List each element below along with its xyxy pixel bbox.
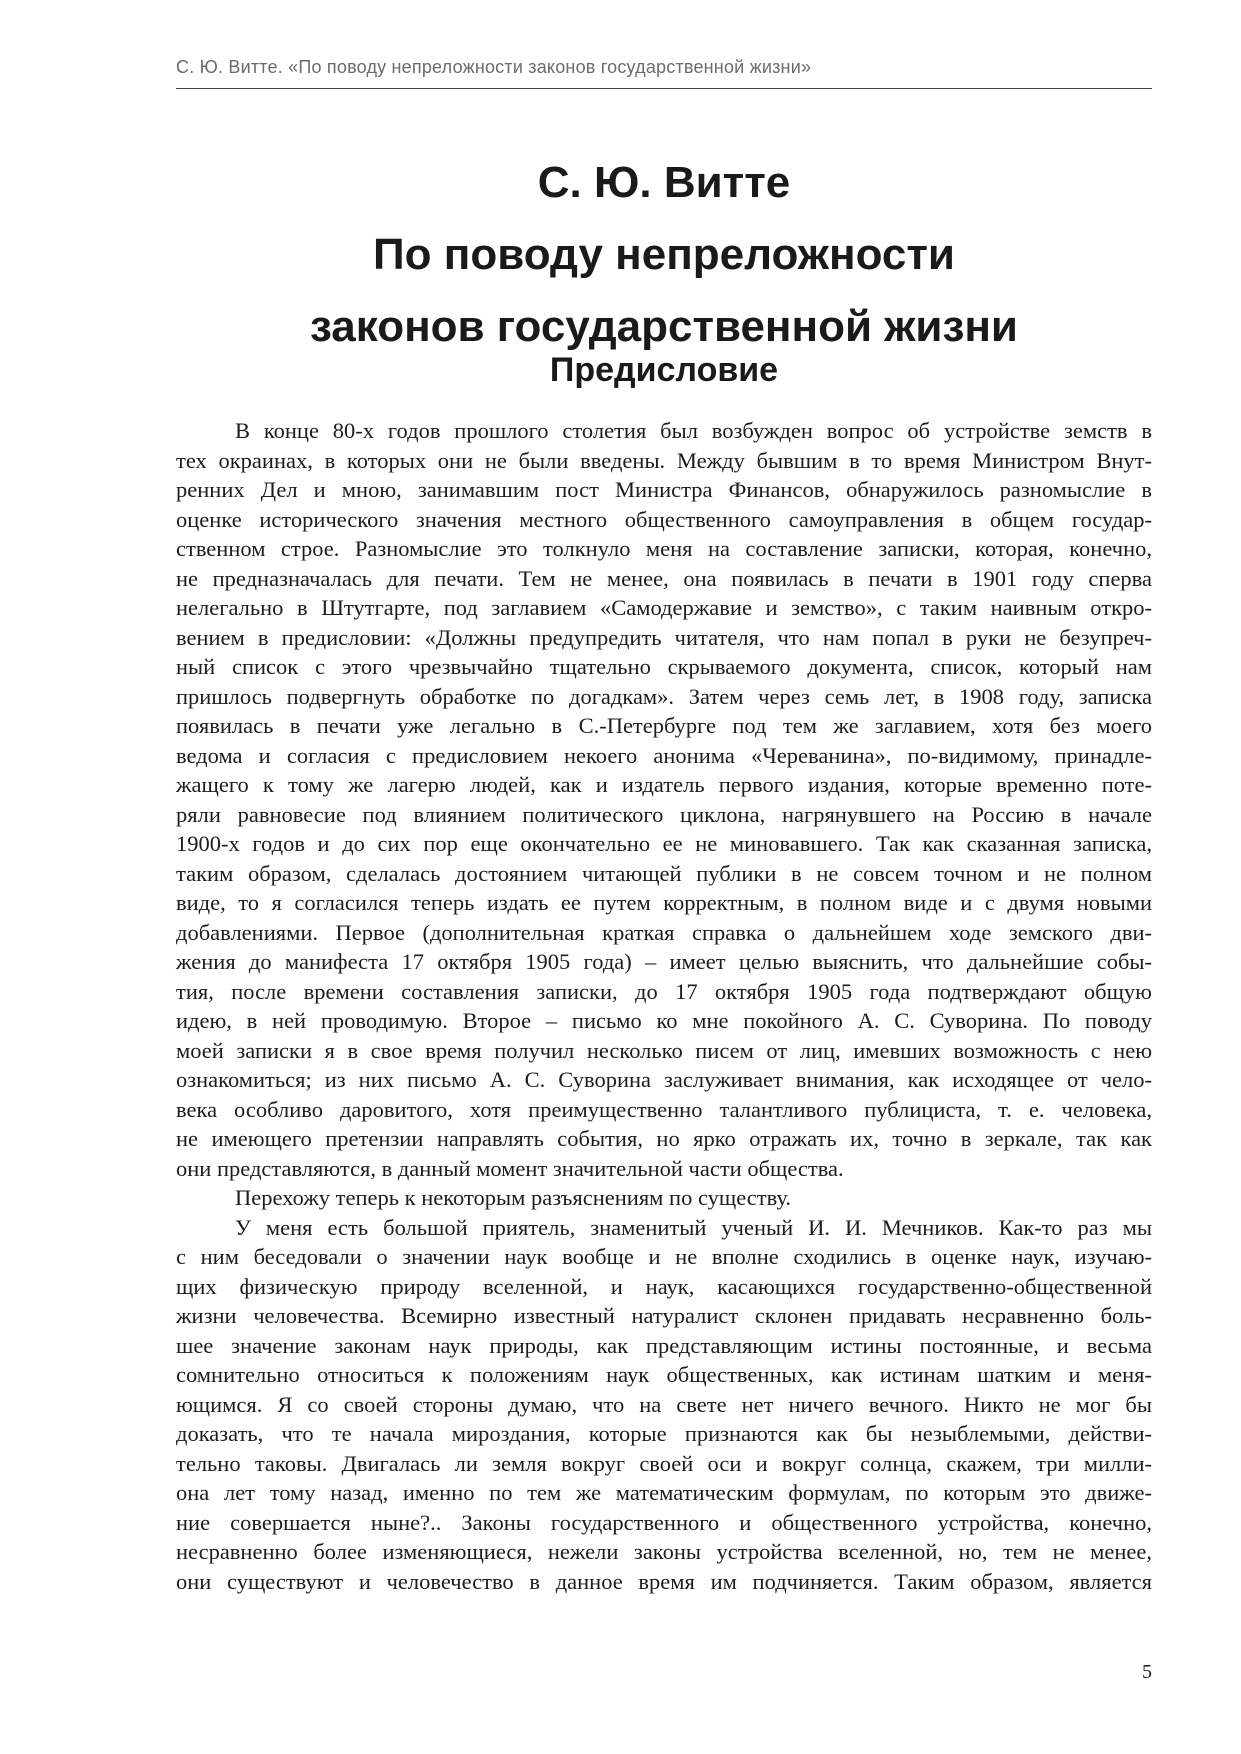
- text-line: ственном строе. Разномыслие это толкнуло меня на составление записки, которая, конечно,: [176, 536, 1152, 561]
- text-line: ренних Дел и мною, занимавшим пост Министра Финансов, обнаружилось разномыслие в: [176, 477, 1152, 502]
- page-title: [176, 147, 1152, 363]
- text-line: шее значение законам наук природы, как представляющим истины постоянные, и весьма: [176, 1332, 1152, 1358]
- text-line: появилась в печати уже легально в С.-Петербурге под тем же заглавием, хотя без моего: [176, 713, 1152, 738]
- text-line: жизни человечества. Всемирно известный натуралист склонен придавать несравненно боль-: [176, 1303, 1152, 1328]
- text-line: ние совершается ныне?.. Законы государственного и общественного устройства, конечно,: [176, 1509, 1152, 1535]
- text-line: доказать, что те начала мироздания, которые признаются как бы незыблемыми, действи-: [176, 1421, 1152, 1446]
- text-line: 1900-х годов и до сих пор еще окончательно ее не миновавшего. Так как сказанная записка,: [176, 831, 1152, 856]
- text-line: ющимся. Я со своей стороны думаю, что на свете нет ничего вечного. Никто не мог бы: [176, 1391, 1152, 1417]
- text-line: века особливо даровитого, хотя преимущественно талантливого публициста, т. е. человека,: [176, 1096, 1152, 1122]
- text-line: с ним беседовали о значении наук вообще и не вполне сходились в оценке наук, изучаю-: [176, 1244, 1152, 1269]
- text-line: В конце 80-х годов прошлого столетия был возбужден вопрос об устройстве земств в: [235, 418, 1152, 443]
- title-line-1: По поводу непреложности: [373, 230, 955, 279]
- text-line: У меня есть большой приятель, знаменитый ученый И. И. Мечников. Как-то раз мы: [235, 1214, 1152, 1240]
- running-header: С. Ю. Витте. «По поводу непреложности законов государственной жизни»: [176, 57, 812, 77]
- text-line: пришлось подвергнуть обработке по догадкам». Затем через семь лет, в 1908 году, записка: [176, 683, 1152, 709]
- title-line-author: С. Ю. Витте: [537, 158, 791, 207]
- title-line-2: законов государственной жизни: [310, 302, 1018, 351]
- text-line: щих физическую природу вселенной, и наук, касающихся государственно-общественной: [176, 1273, 1152, 1299]
- text-line: ознакомиться; из них письмо А. С. Суворина заслуживает внимания, как исходящее от чело-: [176, 1067, 1152, 1092]
- text-line: жения до манифеста 17 октября 1905 года) – имеет целью выяснить, что дальнейшие собы-: [176, 949, 1152, 974]
- text-line: ный список с этого чрезвычайно тщательно скрываемого документа, список, который нам: [176, 654, 1152, 679]
- page-number: 5: [1142, 1661, 1152, 1683]
- text-line: ведома и согласия с предисловием некоего анонима «Череванина», по-видимому, принадле-: [176, 742, 1152, 768]
- text-line: она лет тому назад, именно по тем же математическим формулам, по которым это движе-: [176, 1480, 1152, 1505]
- text-line: ряли равновесие под влиянием политического циклона, нагрянувшего на Россию в начале: [176, 801, 1152, 827]
- text-line: идею, в ней проводимую. Второе – письмо ко мне покойного А. С. Суворина. По поводу: [176, 1008, 1152, 1033]
- text-line: добавлениями. Первое (дополнительная краткая справка о дальнейшем ходе земского дви-: [176, 919, 1152, 945]
- text-line: нелегально в Штутгарте, под заглавием «Самодержавие и земство», с таким наивным откро-: [176, 595, 1152, 620]
- text-line: вением в предисловии: «Должны предупредить читателя, что нам попал в руки не безупреч-: [176, 624, 1152, 650]
- text-line: оценке исторического значения местного общественного самоуправления в общем государ-: [176, 506, 1152, 532]
- text-line: моей записки я в свое время получил несколько писем от лиц, имевших возможность с нею: [176, 1037, 1152, 1063]
- text-line: они существуют и человечество в данное время им подчиняется. Таким образом, является: [176, 1568, 1152, 1594]
- text-line: не имеющего претензии направлять события, но ярко отражать их, точно в зеркале, так как: [176, 1126, 1152, 1151]
- text-line: несравненно более изменяющиеся, нежели законы устройства вселенной, но, тем не менее,: [176, 1539, 1152, 1564]
- text-line: тех окраинах, в которых они не были введены. Между бывшим в то время Министром Внут-: [176, 447, 1152, 473]
- text-line: Перехожу теперь к некоторым разъяснениям по существу.: [235, 1185, 792, 1210]
- text-line: не предназначалась для печати. Тем не менее, она появилась в печати в 1901 году сперва: [176, 565, 1152, 591]
- text-line: тия, после времени составления записки, до 17 октября 1905 года подтверждают общую: [176, 978, 1152, 1004]
- text-line: таким образом, сделалась достоянием читающей публики в не совсем точном и не полном: [176, 860, 1152, 886]
- section-heading: Предисловие: [549, 351, 779, 389]
- text-line: они представляются, в данный момент значительной части общества.: [176, 1155, 844, 1181]
- header-rule: [176, 88, 1152, 89]
- text-line: тельно таковы. Двигалась ли земля вокруг своей оси и вокруг солнца, скажем, три милли-: [176, 1450, 1152, 1476]
- text-line: виде, то я согласился теперь издать ее путем корректным, в полном виде и с двумя новыми: [176, 890, 1152, 915]
- text-line: сомнительно относиться к положениям наук общественных, как истинам шатким и меня-: [176, 1362, 1152, 1387]
- text-line: жащего к тому же лагерю людей, как и издатель первого издания, которые временно поте-: [176, 772, 1152, 797]
- body-text: [176, 416, 1152, 1596]
